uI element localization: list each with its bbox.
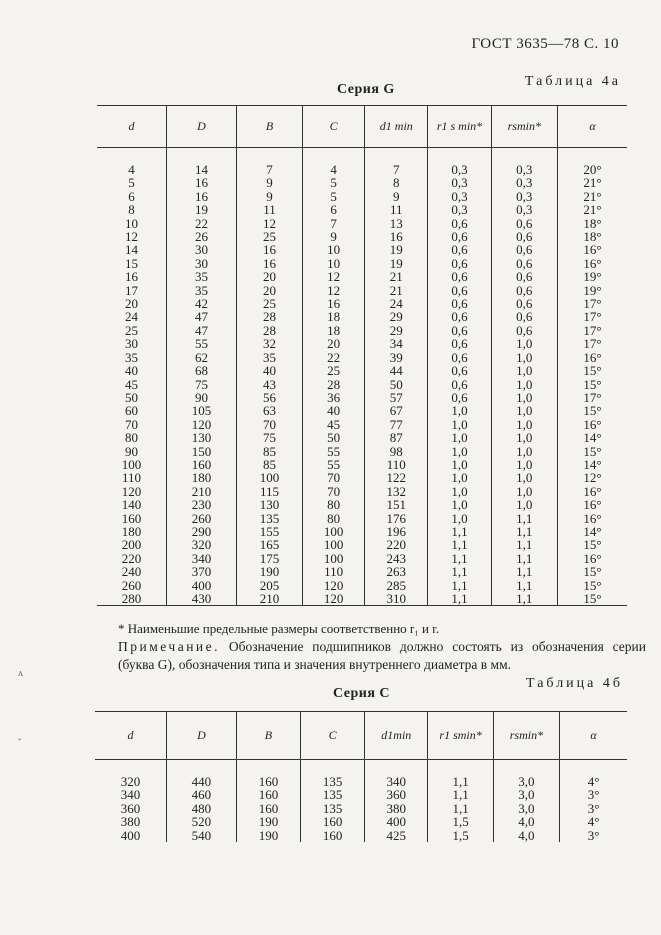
table-b-values-B: 160 160 160 190 190 (258, 774, 279, 843)
table-b-values-C: 135 135 135 160 160 (322, 774, 343, 843)
margin-mark: ʌ (18, 668, 23, 679)
table-b-col-d1min: d1min (365, 712, 428, 760)
note (118, 638, 646, 674)
table-a-series-title: Серия G (337, 82, 395, 97)
table-b-body (95, 775, 627, 842)
table-b-values-r1smin: 1,1 1,1 1,1 1,5 1,5 (452, 774, 469, 843)
footnote: * Наименьшие предельные размеры соответственно r₁ и r. (118, 621, 440, 636)
table-a-col-d1min: d1 min (365, 106, 428, 148)
table-b-series-title: Серия С (333, 686, 391, 701)
table-a-values-D: 14 16 16 19 22 26 30 30 35 35 42 47 47 55 62 68 75 90 105 120 130 150 160 180 210 230 260 290 320 340 370 400 430 (191, 162, 212, 606)
page-header: ГОСТ 3635—78 С. 10 (471, 36, 619, 52)
table-b-col-B: B (236, 712, 300, 760)
margin-mark-2: ˇ (18, 738, 22, 749)
table-b-values-alpha: 4° 3° 3° 4° 3° (587, 774, 600, 843)
table-b-values-rsmin: 3,0 3,0 3,0 4,0 4,0 (518, 774, 535, 843)
table-a-col-r1smin: r1 s min* (428, 106, 491, 148)
table-a-col-rsmin: rsmin* (491, 106, 557, 148)
table-a-col-C: C (303, 106, 365, 148)
table-a-values-C: 4 5 5 6 7 9 10 10 12 12 16 18 18 20 22 25 28 36 40 45 50 55 55 70 70 80 80 100 100 100 110 120 120 (323, 162, 344, 606)
table-b (95, 711, 627, 842)
table-b-col-r1smin: r1 smin* (428, 712, 493, 760)
table-b-col-alpha: α (560, 712, 627, 760)
table-a-values-d: 4 5 6 8 10 12 14 15 16 17 20 24 25 30 35 40 45 50 60 70 80 90 100 110 120 140 160 180 200 220 240 260 280 (121, 162, 142, 606)
table-b-col-C: C (301, 712, 365, 760)
note-text: Обозначение подшипников должно состоять из обозначения серии (буква G), обозначения типа и значения внутреннего диаметра в мм. (118, 639, 646, 672)
table-b-label: Таблица 4б (526, 676, 623, 691)
table-a-label: Таблица 4а (524, 74, 621, 89)
table-a-body (97, 163, 627, 606)
table-a-values-r1smin: 0,3 0,3 0,3 0,3 0,6 0,6 0,6 0,6 0,6 0,6 0,6 0,6 0,6 0,6 0,6 0,6 0,6 0,6 1,0 1,0 1,0 1,0 1,0 1,0 1,0 1,0 1,0 1,1 1,1 1,1 1,1 1,1 1,1 (451, 162, 468, 606)
table-b-values-d1min: 340 360 380 400 425 (386, 774, 407, 843)
table-a-col-D: D (167, 106, 237, 148)
table-b-col-d: d (95, 712, 166, 760)
table-a (97, 105, 627, 606)
table-a-values-B: 7 9 9 11 12 25 16 16 20 20 25 28 28 32 35 40 43 56 63 70 75 85 85 100 115 130 135 155 165 175 190 205 210 (259, 162, 280, 606)
table-b-values-D: 440 460 480 520 540 (191, 774, 212, 843)
table-b-values-d: 320 340 360 380 400 (120, 774, 141, 843)
table-a-col-B: B (237, 106, 303, 148)
table-a-col-alpha: α (557, 106, 627, 148)
table-a-col-d: d (97, 106, 167, 148)
table-b-col-D: D (166, 712, 236, 760)
note-label: Примечание. (118, 639, 221, 654)
table-a-values-rsmin: 0,3 0,3 0,3 0,3 0,6 0,6 0,6 0,6 0,6 0,6 0,6 0,6 0,6 1,0 1,0 1,0 1,0 1,0 1,0 1,0 1,0 1,0 1,0 1,0 1,0 1,0 1,1 1,1 1,1 1,1 1,1 1,1 1,1 (516, 162, 533, 606)
table-b-col-rsmin: rsmin* (493, 712, 559, 760)
table-a-values-alpha: 20° 21° 21° 21° 18° 18° 16° 16° 19° 19° 17° 17° 17° 17° 16° 15° 15° 17° 15° 16° 14° 15° 14° 12° 16° 16° 16° 14° 15° 16° 15° 15° 15° (583, 162, 602, 606)
table-a-values-d1min: 7 8 9 11 13 16 19 19 21 21 24 29 29 34 39 44 50 57 67 77 87 98 110 122 132 151 176 196 220 243 263 285 310 (386, 162, 407, 606)
